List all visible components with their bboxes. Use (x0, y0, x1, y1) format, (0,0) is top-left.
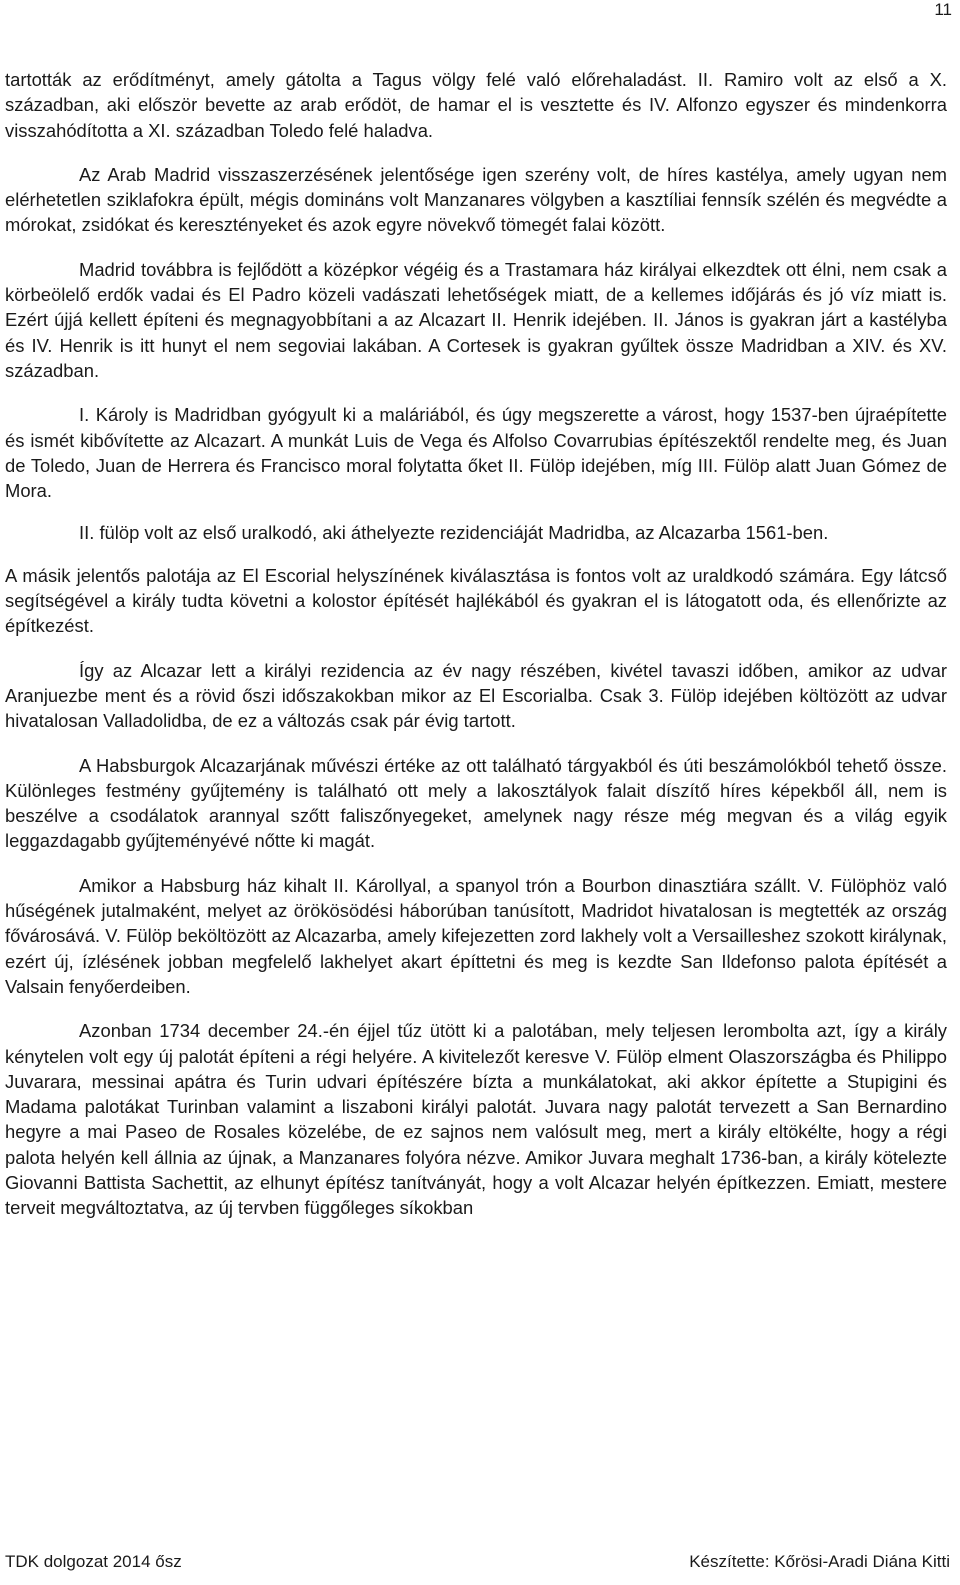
page-number: 11 (934, 0, 952, 19)
footer-left-text: TDK dolgozat 2014 ősz (5, 1552, 182, 1571)
page-footer (5, 1551, 950, 1573)
paragraph: A másik jelentős palotája az El Escorial helyszínének kiválasztása is fontos volt az uraldkodó számára. Egy látcső segítségével a király tudta követni a kolostor építését hajlékából és gyakran el is látogatott oda, és ellenőrizte az építkezést. (5, 564, 947, 637)
document-body (5, 67, 947, 1221)
paragraph: A Habsburgok Alcazarjának művészi értéke az ott található tárgyakból és úti beszámolókból tehető össze. Különleges festmény gyűjtemény is található ott mely a lakosztályok falait díszítő híres képekből áll, nem is beszélve a csodálatok arannyal szőtt faliszőnyegeket, amelynek nagy része még megvan és a világ egyik leggazdagabb gyűjteményévé nőtte ki magát. (5, 754, 947, 852)
paragraph: II. fülöp volt az első uralkodó, aki áthelyezte rezidenciáját Madridba, az Alcazarba 1561-ben. (79, 522, 829, 544)
paragraph: Amikor a Habsburg ház kihalt II. Károllyal, a spanyol trón a Bourbon dinasztiára szállt. V. Fülöphöz való hűségének jutalmaként, melyet az örökösödési háborúban tanúsított, Madridot hivatalosan is megtették az ország fővárosává. V. Fülöp beköltözött az Alcazarba, amely kifejezetten zord lakhely volt a Versailleshez szokott királynak, ezért új, ízlésének jobban megfelelő lakhelyet akart építtetni és meg is kezdte San Ildefonso palota építését a Valsain fenyőerdeiben. (5, 874, 947, 997)
paragraph: Azonban 1734 december 24.-én éjjel tűz ütött ki a palotában, mely teljesen lerombolta azt, így a király kénytelen volt egy új palotát építeni a régi helyére. A kivitelezőt keresve V. Fülöp elment Olaszországba és Philippo Juvarara, messinai apátra és Turin udvari építészére bízta a munkálatokat, aki akkor építette a Stupigini és Madama palotákat Turinban valamint a liszaboni királyi palotát. Juvara nagy palotát tervezett a San Bernardino hegyre a mai Paseo de Rosales közelébe, de ez sajnos nem valósult meg, mert a király eltökélte, hogy a régi palota helyén kell állnia az újnak, a Manzanares folyóra nézve. Amikor Juvara meghalt 1736-ban, a király kötelezte Giovanni Battista Sachettit, az elhunyt építész tanítványát, hogy a volt Alcazar helyén építkezzen. Emiatt, mestere terveit megváltoztatva, az új tervben függőleges síkokban (5, 1020, 947, 1219)
paragraph: Madrid továbbra is fejlődött a középkor végéig és a Trastamara ház királyai elkezdtek ott élni, nem csak a körbeölelő erdők vadai és El Padro közeli vadászati lehetőségek miatt, de a kellemes időjárás és jó víz miatt is. Ezért újjá kellett építeni és megnagyobbítani a az Alcazart II. Henrik idejében. II. János is gyakran járt a kastélyba és IV. Henrik is itt hunyt el nem segoviai lakában. A Cortesek is gyakran gyűltek össze Madridban a XIV. és XV. században. (5, 258, 947, 381)
footer-right-text: Készítette: Kőrösi-Aradi Diána Kitti (689, 1552, 950, 1571)
paragraph: Az Arab Madrid visszaszerzésének jelentősége igen szerény volt, de híres kastélya, amely ugyan nem elérhetetlen sziklafokra épült, mégis domináns volt Manzanares völgyben a kasztíliai fennsík szélén és megvédte a mórokat, zsidókat és keresztényeket és azok egyre növekvő tömegét falai között. (5, 163, 947, 236)
paragraph: tartották az erődítményt, amely gátolta a Tagus völgy felé való előrehaladást. II. Ramiro volt az első a X. században, aki először bevette az arab erődöt, de hamar el is vesztette és IV. Alfonzo egyszer és mindenkorra visszahódította a XI. században Toledo felé haladva. (5, 69, 947, 141)
paragraph: I. Károly is Madridban gyógyult ki a maláriából, és úgy megszerette a várost, hogy 1537-ben újraépítette és ismét kibővítette az Alcazart. A munkát Luis de Vega és Alfolso Covarrubias építészektől rendelte meg, és Juan de Toledo, Juan de Herrera és Francisco moral folytatta őket II. Fülöp idejében, míg III. Fülöp alatt Juan Gómez de Mora. (5, 404, 947, 502)
paragraph: Így az Alcazar lett a királyi rezidencia az év nagy részében, kivétel tavaszi időben, amikor az udvar Aranjuezbe ment és a rövid őszi időszakokban mikor az El Escorialba. Csak 3. Fülöp idejében költözött az udvar hivatalosan Valladolidba, de ez a változás csak pár évig tartott. (5, 659, 947, 732)
